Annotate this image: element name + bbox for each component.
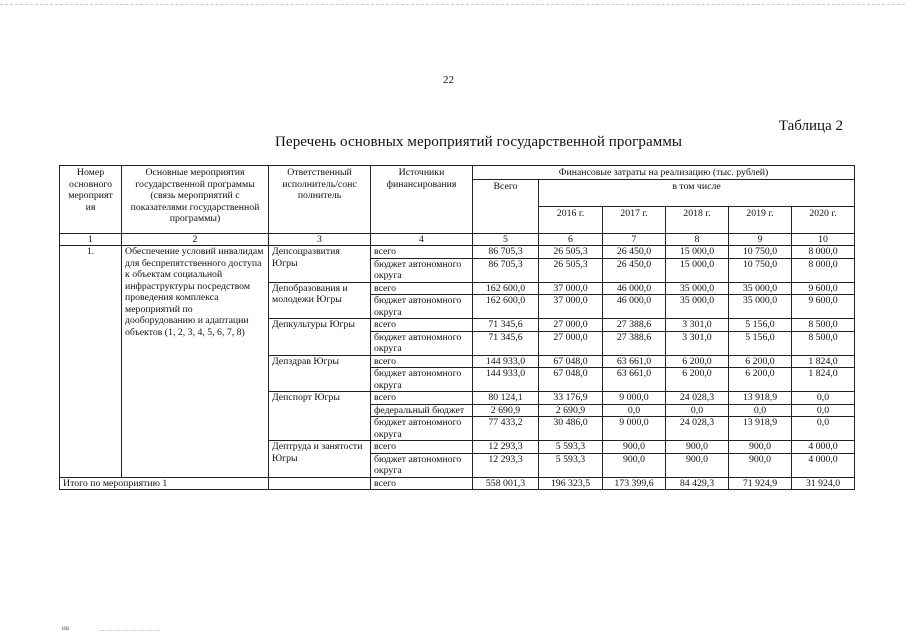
source-cell: бюджет автономного округа — [371, 258, 473, 282]
value-cell: 3 301,0 — [666, 331, 729, 355]
value-cell: 5 156,0 — [729, 319, 792, 332]
value-cell: 71 345,6 — [473, 319, 539, 332]
source-cell: бюджет автономного округа — [371, 368, 473, 392]
value-cell: 35 000,0 — [666, 282, 729, 295]
total-executor-empty — [269, 477, 371, 490]
col-number: 2 — [122, 233, 269, 246]
value-cell: 12 293,3 — [473, 453, 539, 477]
value-cell: 33 176,9 — [539, 392, 603, 405]
value-cell: 24 028,3 — [666, 417, 729, 441]
value-cell: 0,0 — [792, 417, 855, 441]
value-cell: 5 593,3 — [539, 441, 603, 454]
value-cell: 37 000,0 — [539, 282, 603, 295]
header-total: Всего — [473, 179, 539, 233]
header-costs: Финансовые затраты на реализацию (тыс. рублей) — [473, 166, 855, 180]
value-cell: 900,0 — [603, 441, 666, 454]
value-cell: 6 200,0 — [666, 355, 729, 368]
value-cell: 144 933,0 — [473, 368, 539, 392]
total-label: Итого по мероприятию 1 — [60, 477, 269, 490]
header-executor: Ответственный исполнитель/сонс полнитель — [269, 166, 371, 234]
value-cell: 0,0 — [792, 392, 855, 405]
value-cell: 4 000,0 — [792, 453, 855, 477]
value-cell: 5 156,0 — [729, 331, 792, 355]
value-cell: 80 124,1 — [473, 392, 539, 405]
col-number: 6 — [539, 233, 603, 246]
value-cell: 1 824,0 — [792, 355, 855, 368]
executor-cell: Депкультуры Югры — [269, 319, 371, 356]
value-cell: 162 600,0 — [473, 282, 539, 295]
source-cell: федеральный бюджет — [371, 404, 473, 417]
value-cell: 144 933,0 — [473, 355, 539, 368]
col-number: 5 — [473, 233, 539, 246]
header-year: 2016 г. — [539, 206, 603, 233]
value-cell: 86 705,3 — [473, 246, 539, 259]
value-cell: 6 200,0 — [729, 355, 792, 368]
total-value-cell: 558 001,3 — [473, 477, 539, 490]
value-cell: 900,0 — [603, 453, 666, 477]
total-value-cell: 71 924,9 — [729, 477, 792, 490]
value-cell: 86 705,3 — [473, 258, 539, 282]
value-cell: 2 690,9 — [473, 404, 539, 417]
value-cell: 15 000,0 — [666, 246, 729, 259]
value-cell: 63 661,0 — [603, 355, 666, 368]
value-cell: 26 450,0 — [603, 246, 666, 259]
value-cell: 35 000,0 — [729, 295, 792, 319]
header-year: 2020 г. — [792, 206, 855, 233]
value-cell: 0,0 — [603, 404, 666, 417]
source-cell: всего — [371, 282, 473, 295]
measure-number: 1. — [60, 246, 122, 478]
value-cell: 67 048,0 — [539, 355, 603, 368]
header-measures: Основные мероприятия государственной программы (связь мероприятий с показателями государственной программы) — [122, 166, 269, 234]
header-year: 2019 г. — [729, 206, 792, 233]
footer-mark: ив — [62, 624, 70, 632]
col-number: 9 — [729, 233, 792, 246]
header-year: 2017 г. — [603, 206, 666, 233]
value-cell: 26 450,0 — [603, 258, 666, 282]
executor-cell: Депобразования и молодежи Югры — [269, 282, 371, 319]
value-cell: 8 000,0 — [792, 258, 855, 282]
value-cell: 26 505,3 — [539, 258, 603, 282]
measure-name: Обеспечение условий инвалидам для беспрепятственного доступа к объектам социальной инфраструктуры посредством проведения комплекса мероприятий по дооборудованию и адаптации объектов (1, 2, 3, 4, 5, 6, 7, 8) — [122, 246, 269, 478]
value-cell: 162 600,0 — [473, 295, 539, 319]
col-number: 8 — [666, 233, 729, 246]
total-value-cell: 196 323,5 — [539, 477, 603, 490]
col-number: 4 — [371, 233, 473, 246]
total-value-cell: 84 429,3 — [666, 477, 729, 490]
value-cell: 900,0 — [666, 441, 729, 454]
source-cell: всего — [371, 246, 473, 259]
value-cell: 2 690,9 — [539, 404, 603, 417]
header-sources: Источники финансирования — [371, 166, 473, 234]
value-cell: 46 000,0 — [603, 282, 666, 295]
value-cell: 0,0 — [729, 404, 792, 417]
value-cell: 10 750,0 — [729, 258, 792, 282]
footer-scan-line — [100, 630, 160, 631]
source-cell: бюджет автономного округа — [371, 331, 473, 355]
value-cell: 8 000,0 — [792, 246, 855, 259]
value-cell: 27 000,0 — [539, 319, 603, 332]
value-cell: 9 600,0 — [792, 282, 855, 295]
executor-cell: Депспорт Югры — [269, 392, 371, 441]
value-cell: 77 433,2 — [473, 417, 539, 441]
executor-cell: Дептруда и занятости Югры — [269, 441, 371, 478]
value-cell: 26 505,3 — [539, 246, 603, 259]
value-cell: 63 661,0 — [603, 368, 666, 392]
executor-cell: Депздрав Югры — [269, 355, 371, 392]
document-title: Перечень основных мероприятий государственной программы — [275, 134, 683, 150]
executor-cell: Депсоцразвития Югры — [269, 246, 371, 283]
value-cell: 37 000,0 — [539, 295, 603, 319]
value-cell: 67 048,0 — [539, 368, 603, 392]
value-cell: 8 500,0 — [792, 319, 855, 332]
total-value-cell: 173 399,6 — [603, 477, 666, 490]
source-cell: всего — [371, 355, 473, 368]
value-cell: 9 000,0 — [603, 417, 666, 441]
value-cell: 27 388,6 — [603, 331, 666, 355]
value-cell: 1 824,0 — [792, 368, 855, 392]
value-cell: 6 200,0 — [729, 368, 792, 392]
value-cell: 27 388,6 — [603, 319, 666, 332]
source-cell: бюджет автономного округа — [371, 417, 473, 441]
source-cell: всего — [371, 392, 473, 405]
value-cell: 0,0 — [666, 404, 729, 417]
value-cell: 15 000,0 — [666, 258, 729, 282]
header-number: Номер основного мероприят ия — [60, 166, 122, 234]
value-cell: 30 486,0 — [539, 417, 603, 441]
measures-table — [59, 165, 855, 490]
source-cell: бюджет автономного округа — [371, 295, 473, 319]
col-number: 3 — [269, 233, 371, 246]
scan-edge-line — [0, 4, 905, 5]
value-cell: 9 600,0 — [792, 295, 855, 319]
table-label: Таблица 2 — [778, 118, 843, 134]
total-row — [60, 477, 855, 490]
col-number: 10 — [792, 233, 855, 246]
total-source: всего — [371, 477, 473, 490]
value-cell: 3 301,0 — [666, 319, 729, 332]
col-number: 1 — [60, 233, 122, 246]
value-cell: 6 200,0 — [666, 368, 729, 392]
value-cell: 10 750,0 — [729, 246, 792, 259]
header-including: в том числе — [539, 179, 855, 206]
value-cell: 35 000,0 — [729, 282, 792, 295]
value-cell: 12 293,3 — [473, 441, 539, 454]
value-cell: 5 593,3 — [539, 453, 603, 477]
value-cell: 13 918,9 — [729, 392, 792, 405]
source-cell: всего — [371, 319, 473, 332]
value-cell: 27 000,0 — [539, 331, 603, 355]
value-cell: 8 500,0 — [792, 331, 855, 355]
source-cell: всего — [371, 441, 473, 454]
value-cell: 900,0 — [729, 453, 792, 477]
header-year: 2018 г. — [666, 206, 729, 233]
value-cell: 71 345,6 — [473, 331, 539, 355]
value-cell: 9 000,0 — [603, 392, 666, 405]
value-cell: 0,0 — [792, 404, 855, 417]
value-cell: 35 000,0 — [666, 295, 729, 319]
column-numbers-row — [60, 233, 855, 246]
header-row — [60, 166, 855, 180]
col-number: 7 — [603, 233, 666, 246]
value-cell: 24 028,3 — [666, 392, 729, 405]
value-cell: 46 000,0 — [603, 295, 666, 319]
value-cell: 4 000,0 — [792, 441, 855, 454]
source-cell: бюджет автономного округа — [371, 453, 473, 477]
page-number: 22 — [443, 74, 454, 86]
table-row — [60, 246, 855, 259]
value-cell: 900,0 — [666, 453, 729, 477]
total-value-cell: 31 924,0 — [792, 477, 855, 490]
value-cell: 13 918,9 — [729, 417, 792, 441]
value-cell: 900,0 — [729, 441, 792, 454]
